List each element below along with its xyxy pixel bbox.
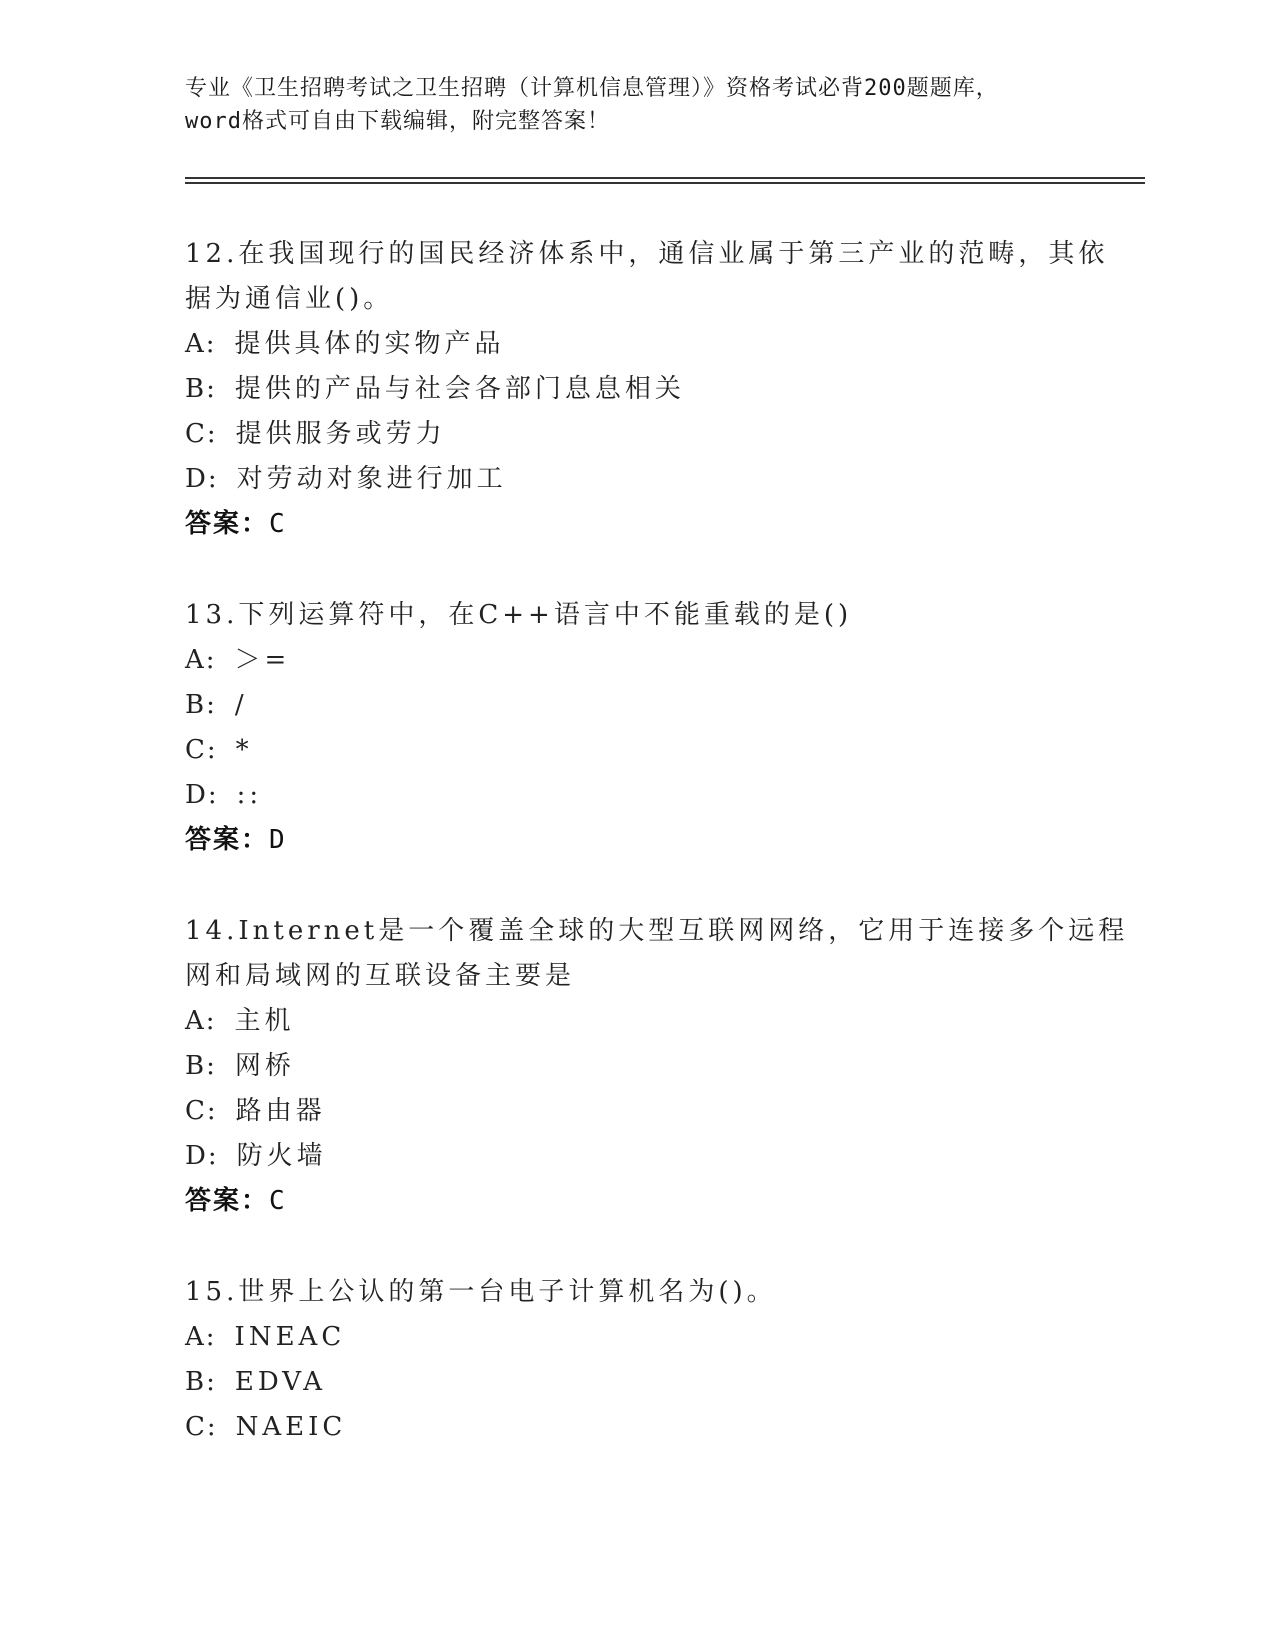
option-text: *	[235, 735, 253, 765]
question-text-line: 网和局域网的互联设备主要是	[185, 961, 576, 991]
option-text: NAEIC	[235, 1412, 347, 1442]
option-letter: C:	[185, 1412, 218, 1442]
answer-value: D	[269, 825, 287, 855]
option-letter: D:	[185, 464, 219, 494]
option-text: 路由器	[235, 1096, 326, 1126]
option-letter: B:	[185, 374, 217, 404]
header-divider-bottom	[185, 182, 1145, 184]
option-letter: B:	[185, 1367, 217, 1397]
question-block	[185, 1270, 1085, 1450]
option-letter: D:	[185, 1141, 219, 1171]
option-item	[185, 1315, 1085, 1360]
option-text: 提供具体的实物产品	[234, 329, 505, 359]
option-item	[185, 728, 1085, 773]
header-line-1: 专业《卫生招聘考试之卫生招聘（计算机信息管理）》资格考试必背200题题库，	[185, 76, 999, 101]
option-item	[185, 999, 1085, 1044]
document-header	[185, 72, 1085, 138]
answer-label: 答案：	[185, 509, 270, 539]
option-item	[185, 367, 1085, 412]
option-item	[185, 322, 1085, 367]
option-text: INEAC	[234, 1322, 346, 1352]
option-letter: C:	[185, 735, 218, 765]
option-item	[185, 683, 1085, 728]
option-item	[185, 638, 1085, 683]
question-text-line: 13.下列运算符中，在C++语言中不能重载的是()	[185, 600, 853, 630]
option-text: /	[234, 690, 248, 720]
option-text: EDVA	[234, 1367, 327, 1397]
option-text: 网桥	[234, 1051, 295, 1081]
option-item	[185, 1360, 1085, 1405]
option-item	[185, 1134, 1085, 1179]
option-item	[185, 412, 1085, 457]
header-divider-top	[185, 177, 1145, 179]
question-text-line: 据为通信业()。	[185, 284, 394, 314]
answer-value: C	[269, 509, 287, 539]
option-letter: A:	[185, 1006, 217, 1036]
question-text-line: 12.在我国现行的国民经济体系中，通信业属于第三产业的范畴，其依	[185, 239, 1109, 269]
option-item	[185, 457, 1085, 502]
question-text-line: 15.世界上公认的第一台电子计算机名为()。	[185, 1277, 777, 1307]
option-letter: C:	[185, 1096, 218, 1126]
option-text: 提供服务或劳力	[235, 419, 446, 449]
option-text: ＞=	[234, 645, 291, 675]
question-list	[185, 232, 1129, 1450]
option-letter: B:	[185, 1051, 217, 1081]
option-text: ::	[236, 780, 263, 810]
option-letter: C:	[185, 419, 218, 449]
option-item	[185, 1044, 1085, 1089]
option-text: 对劳动对象进行加工	[236, 464, 507, 494]
answer-label: 答案：	[185, 1186, 270, 1216]
option-letter: D:	[185, 780, 219, 810]
option-item	[185, 1405, 1085, 1450]
question-block	[185, 232, 1109, 547]
option-item	[185, 1089, 1085, 1134]
answer-label: 答案：	[185, 825, 270, 855]
option-text: 提供的产品与社会各部门息息相关	[234, 374, 685, 404]
answer-value: C	[269, 1186, 287, 1216]
option-letter: A:	[185, 329, 217, 359]
question-block	[185, 593, 1085, 863]
header-line-2: word格式可自由下载编辑，附完整答案！	[185, 109, 610, 134]
option-text: 防火墙	[236, 1141, 327, 1171]
option-letter: A:	[185, 645, 217, 675]
option-letter: A:	[185, 1322, 217, 1352]
option-text: 主机	[234, 1006, 295, 1036]
question-text-line: 14.Internet是一个覆盖全球的大型互联网网络，它用于连接多个远程	[185, 916, 1129, 946]
option-item	[185, 773, 1085, 818]
answer-line	[185, 1179, 1085, 1224]
question-block	[185, 909, 1129, 1224]
answer-line	[185, 502, 1085, 547]
answer-line	[185, 818, 1085, 863]
option-letter: B:	[185, 690, 217, 720]
